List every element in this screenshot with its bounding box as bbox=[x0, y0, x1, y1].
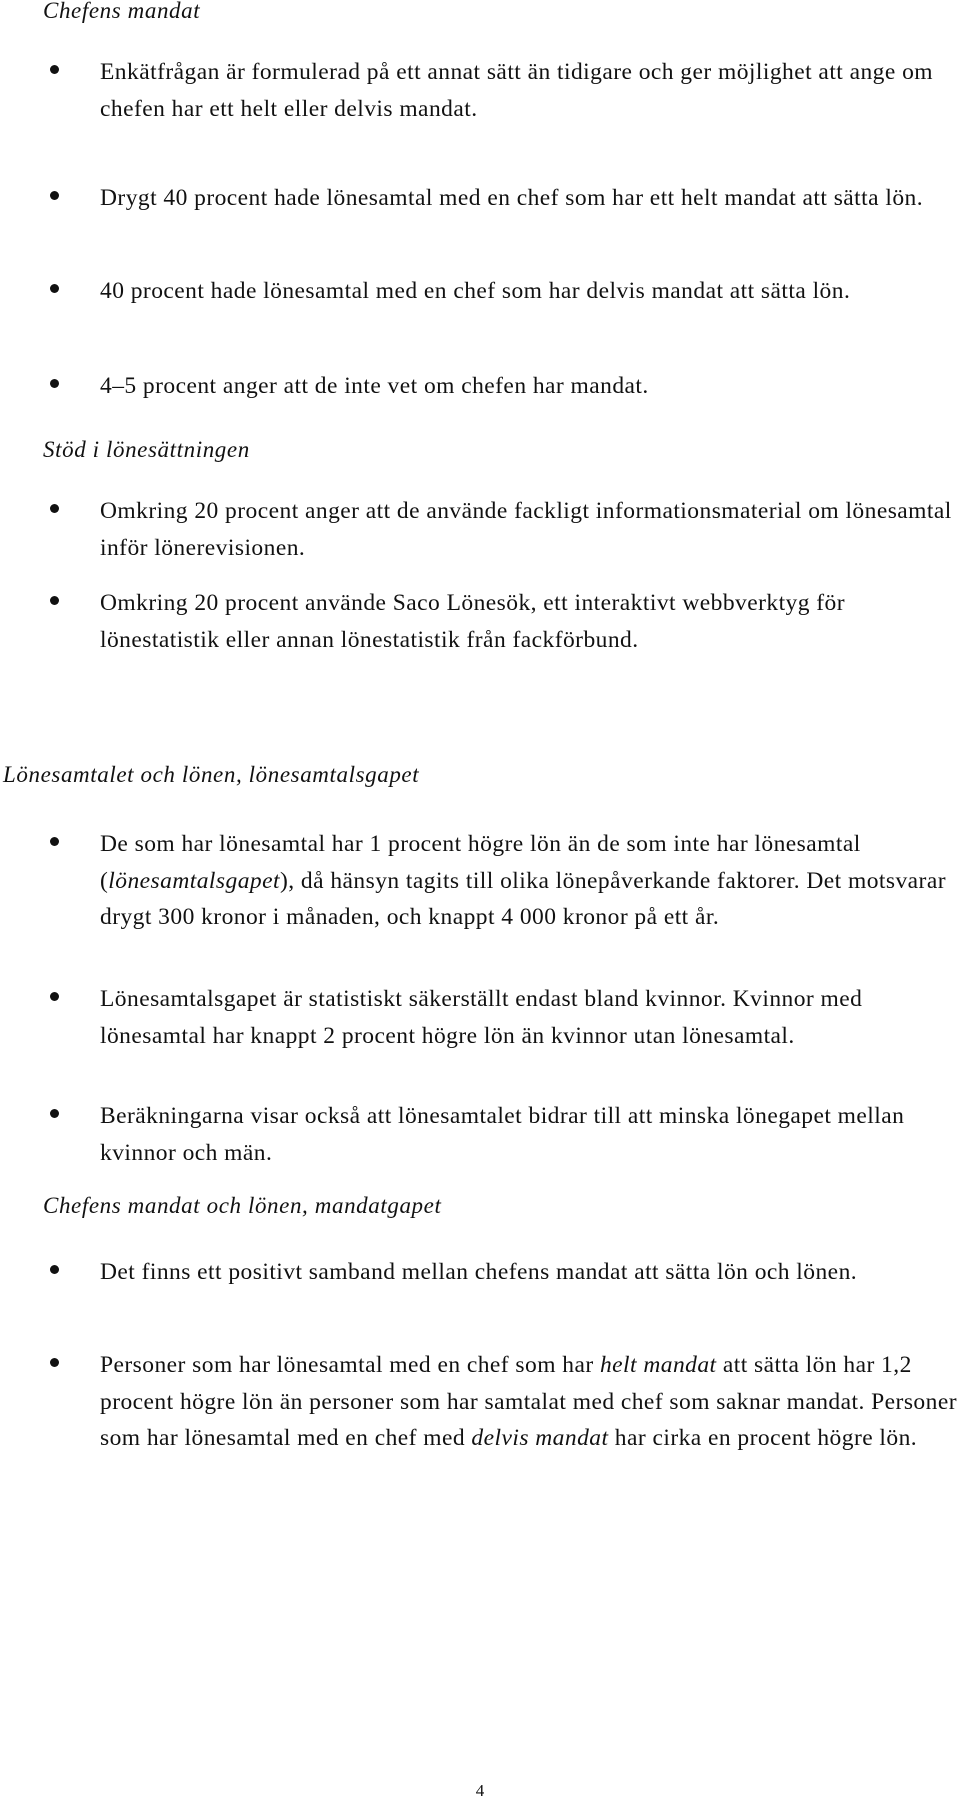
bullet-icon bbox=[50, 191, 59, 200]
bullet-text: 4–5 procent anger att de inte vet om chefen har mandat. bbox=[100, 373, 649, 399]
section-heading-lonesamtalsgapet: Lönesamtalet och lönen, lönesamtalsgapet bbox=[3, 762, 420, 787]
bullet-text: De som har lönesamtal har 1 procent högre lön än de som inte har lönesamtal (lönesamtalsgapet), då hänsyn tagits till olika lönepåverkande faktorer. Det motsvarar drygt 300 kronor i månaden, och knappt 4 000 kronor på ett år. bbox=[100, 831, 946, 930]
bullet-text: 40 procent hade lönesamtal med en chef som har delvis mandat att sätta lön. bbox=[100, 278, 851, 304]
bullet-icon bbox=[50, 65, 59, 74]
section-heading-stod-i-lonesattningen: Stöd i lönesättningen bbox=[43, 437, 250, 462]
page-number: 4 bbox=[475, 1781, 485, 1800]
bullet-icon bbox=[50, 837, 59, 846]
bullet-text: Drygt 40 procent hade lönesamtal med en chef som har ett helt mandat att sätta lön. bbox=[100, 185, 924, 211]
section-heading-mandatgapet: Chefens mandat och lönen, mandatgapet bbox=[43, 1193, 442, 1218]
bullet-text: Enkätfrågan är formulerad på ett annat sätt än tidigare och ger möjlighet att ange om chefen har ett helt eller delvis mandat. bbox=[100, 59, 934, 122]
bullet-text: Personer som har lönesamtal med en chef som har helt mandat att sätta lön har 1,2 procent högre lön än personer som har samtalat med chef som saknar mandat. Personer som har lönesamtal med en chef med delvis mandat har cirka en procent högre lön. bbox=[100, 1352, 957, 1451]
section-heading-chefens-mandat: Chefens mandat bbox=[43, 0, 201, 23]
bullet-icon bbox=[50, 992, 59, 1001]
bullet-icon bbox=[50, 284, 59, 293]
bullet-text: Omkring 20 procent anger att de använde fackligt informationsmaterial om lönesamtal inför lönerevisionen. bbox=[100, 498, 952, 561]
bullet-icon bbox=[50, 1109, 59, 1118]
bullet-icon bbox=[50, 379, 59, 388]
bullet-text: Omkring 20 procent använde Saco Lönesök, ett interaktivt webbverktyg för lönestatistik eller annan lönestatistik från fackförbund. bbox=[100, 590, 846, 653]
bullet-icon bbox=[50, 504, 59, 513]
bullet-icon bbox=[50, 596, 59, 605]
bullet-icon bbox=[50, 1265, 59, 1274]
bullet-text: Det finns ett positivt samband mellan chefens mandat att sätta lön och lönen. bbox=[100, 1259, 858, 1285]
bullet-text: Beräkningarna visar också att lönesamtalet bidrar till att minska lönegapet mellan kvinnor och män. bbox=[100, 1103, 905, 1166]
bullet-icon bbox=[50, 1358, 59, 1367]
bullet-text: Lönesamtalsgapet är statistiskt säkerställt endast bland kvinnor. Kvinnor med lönesamtal har knappt 2 procent högre lön än kvinnor utan lönesamtal. bbox=[100, 986, 863, 1049]
